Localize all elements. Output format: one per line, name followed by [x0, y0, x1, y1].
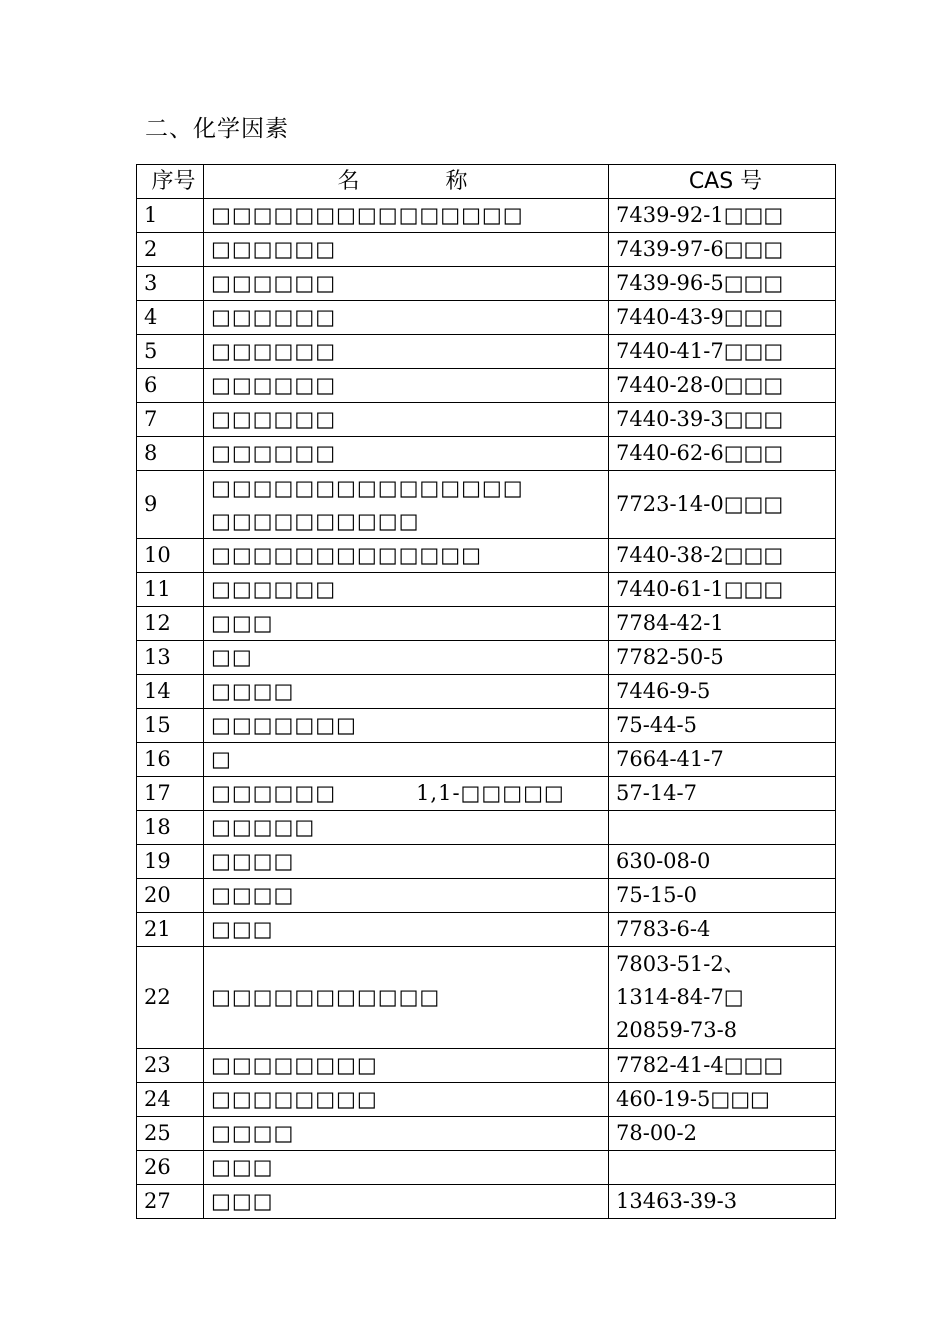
row-name-part: □□□□□□: [211, 781, 337, 805]
row-cas: 75-15-0: [609, 879, 836, 913]
row-name: □□□□□□: [204, 437, 609, 471]
table-row: [137, 641, 836, 675]
header-serial-number: 序号: [137, 165, 204, 199]
row-cas: [609, 811, 836, 845]
header-cas-number: CAS 号: [609, 165, 836, 199]
table-row: [137, 335, 836, 369]
row-cas: 7723-14-0□□□: [609, 471, 836, 539]
row-cas: 7440-28-0□□□: [609, 369, 836, 403]
row-cas: 7782-50-5: [609, 641, 836, 675]
row-name-part: 1,1-□□□□□: [416, 781, 565, 805]
row-name: □□□□□□: [204, 335, 609, 369]
row-name-line: □□□□□□□□□□□□□□□: [211, 475, 524, 500]
row-cas: 13463-39-3: [609, 1185, 836, 1219]
row-number: 23: [137, 1049, 204, 1083]
row-name: □□□□□□: [204, 233, 609, 267]
row-cas: 7440-39-3□□□: [609, 403, 836, 437]
row-number: 6: [137, 369, 204, 403]
page-title: 二、化学因素: [145, 116, 289, 142]
row-name: □□□□□: [204, 811, 609, 845]
row-number: 1: [137, 199, 204, 233]
table-row: [137, 777, 836, 811]
table-row: [137, 437, 836, 471]
row-name-line: □□□□□□□□□□: [211, 508, 420, 533]
table-row: [137, 1049, 836, 1083]
row-name: □□□□□□□□: [204, 1083, 609, 1117]
table-row: [137, 845, 836, 879]
row-cas-line: 20859-73-8: [616, 1018, 738, 1042]
row-name: □□□: [204, 607, 609, 641]
row-name: □□□□□□: [204, 267, 609, 301]
table-row: [137, 1151, 836, 1185]
row-name: □□□□□□: [204, 573, 609, 607]
row-number: 5: [137, 335, 204, 369]
row-cas: 7439-92-1□□□: [609, 199, 836, 233]
row-cas-line: 1314-84-7□: [616, 985, 744, 1009]
table-row: [137, 1117, 836, 1151]
row-cas: 7439-96-5□□□: [609, 267, 836, 301]
row-name: □□□□□□□□□□□: [204, 947, 609, 1049]
row-cas-line: 7803-51-2、: [616, 952, 745, 976]
row-cas: 460-19-5□□□: [609, 1083, 836, 1117]
row-name: □□□□□□: [204, 403, 609, 437]
row-name: □□□□□□: [204, 301, 609, 335]
row-cas: 7664-41-7: [609, 743, 836, 777]
table-row: [137, 471, 836, 539]
row-name: □□□□□□: [204, 369, 609, 403]
table-row: [137, 675, 836, 709]
row-cas: 7440-41-7□□□: [609, 335, 836, 369]
row-name: □□□□□□□□□□□□□: [204, 539, 609, 573]
row-cas: 7446-9-5: [609, 675, 836, 709]
row-number: 3: [137, 267, 204, 301]
row-number: 10: [137, 539, 204, 573]
row-number: 14: [137, 675, 204, 709]
table-row: [137, 811, 836, 845]
table-header-row: [137, 165, 836, 199]
row-number: 4: [137, 301, 204, 335]
row-name: [204, 471, 609, 539]
chemical-factors-table: [136, 164, 836, 1219]
table-row: [137, 369, 836, 403]
row-number: 12: [137, 607, 204, 641]
row-name: □□□: [204, 913, 609, 947]
row-number: 17: [137, 777, 204, 811]
row-name: □□□: [204, 1151, 609, 1185]
table-row: [137, 539, 836, 573]
row-name: □□□□□□□: [204, 709, 609, 743]
row-cas: 7783-6-4: [609, 913, 836, 947]
row-cas: 75-44-5: [609, 709, 836, 743]
row-number: 15: [137, 709, 204, 743]
row-number: 18: [137, 811, 204, 845]
row-number: 7: [137, 403, 204, 437]
row-number: 9: [137, 471, 204, 539]
row-number: 21: [137, 913, 204, 947]
row-number: 8: [137, 437, 204, 471]
row-number: 22: [137, 947, 204, 1049]
row-cas: 7439-97-6□□□: [609, 233, 836, 267]
row-cas: [609, 1151, 836, 1185]
row-number: 2: [137, 233, 204, 267]
row-name: □□□□: [204, 879, 609, 913]
row-number: 25: [137, 1117, 204, 1151]
row-cas: 7440-43-9□□□: [609, 301, 836, 335]
row-number: 11: [137, 573, 204, 607]
row-number: 19: [137, 845, 204, 879]
row-name: □□□□: [204, 675, 609, 709]
table-row: [137, 743, 836, 777]
header-name: 名 称: [204, 165, 609, 199]
table-row: [137, 301, 836, 335]
row-number: 26: [137, 1151, 204, 1185]
table-row: [137, 947, 836, 1049]
row-name: □: [204, 743, 609, 777]
table-row: [137, 267, 836, 301]
row-name: □□□□□□□□: [204, 1049, 609, 1083]
row-cas: 630-08-0: [609, 845, 836, 879]
row-name: □□□□: [204, 1117, 609, 1151]
row-cas: 7784-42-1: [609, 607, 836, 641]
table-row: [137, 607, 836, 641]
row-number: 16: [137, 743, 204, 777]
table-row: [137, 913, 836, 947]
row-name: □□□□: [204, 845, 609, 879]
row-name: □□□: [204, 1185, 609, 1219]
row-cas: 7440-61-1□□□: [609, 573, 836, 607]
row-cas: 7782-41-4□□□: [609, 1049, 836, 1083]
table-row: [137, 1185, 836, 1219]
row-cas: [609, 947, 836, 1049]
row-number: 13: [137, 641, 204, 675]
row-cas: 57-14-7: [609, 777, 836, 811]
table-row: [137, 403, 836, 437]
row-cas: 78-00-2: [609, 1117, 836, 1151]
table-row: [137, 199, 836, 233]
table-row: [137, 879, 836, 913]
table-row: [137, 1083, 836, 1117]
row-number: 20: [137, 879, 204, 913]
row-number: 24: [137, 1083, 204, 1117]
row-name: □□□□□□□□□□□□□□□: [204, 199, 609, 233]
table-row: [137, 709, 836, 743]
row-cas: 7440-62-6□□□: [609, 437, 836, 471]
table-row: [137, 233, 836, 267]
row-number: 27: [137, 1185, 204, 1219]
row-cas: 7440-38-2□□□: [609, 539, 836, 573]
row-name: □□: [204, 641, 609, 675]
row-name: [204, 777, 609, 811]
table-row: [137, 573, 836, 607]
